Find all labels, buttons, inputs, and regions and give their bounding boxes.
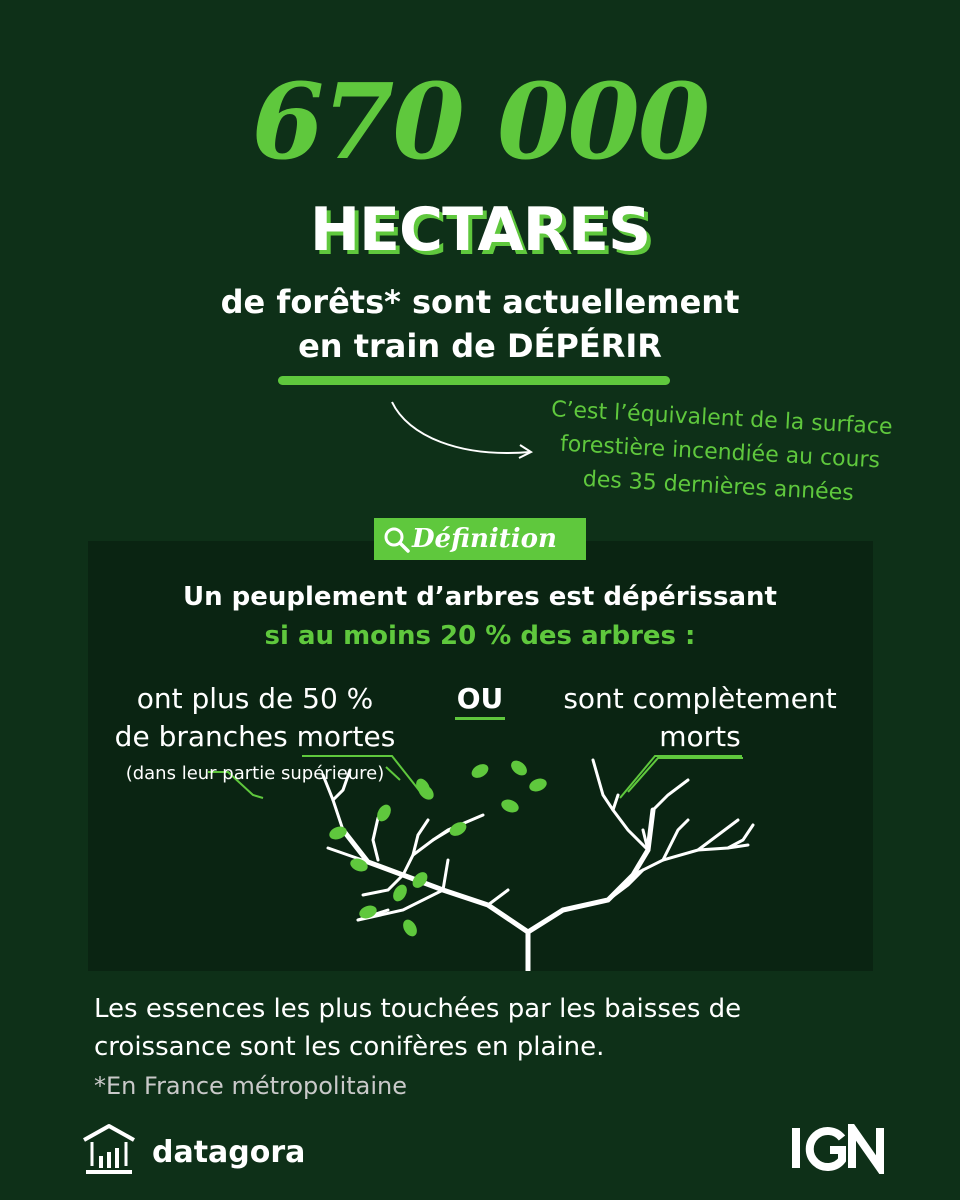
footer-text-line-1: Les essences les plus touchées par les baisses de — [94, 994, 742, 1024]
datagora-brand-label: datagora — [152, 1135, 306, 1170]
side-note — [528, 392, 913, 514]
right-condition-underline — [600, 754, 750, 804]
definition-intro-line-1: Un peuplement d’arbres est dépérissant — [182, 582, 777, 612]
headline-number: 670 000 — [251, 60, 709, 183]
side-note-line-3: des 35 dernières années — [582, 466, 855, 507]
ign-logo — [790, 1124, 890, 1174]
definition-intro-line-2: si au moins 20 % des arbres : — [264, 621, 696, 651]
left-condition — [80, 680, 430, 756]
footnote: *En France métropolitaine — [94, 1072, 408, 1100]
curved-arrow-icon — [380, 396, 540, 468]
left-condition-line-2: de branches mortes — [114, 720, 396, 753]
side-note-line-1: C’est l’équivalent de la surface — [550, 397, 894, 440]
subtitle-line-2: en train de DÉPÉRIR — [298, 327, 662, 365]
right-condition-line-1: sont complètement — [563, 682, 837, 715]
definition-tag — [374, 518, 586, 560]
right-condition-line-2: morts — [659, 720, 741, 753]
subtitle-line-1: de forêts* sont actuellement — [220, 283, 740, 321]
footer-text — [94, 990, 894, 1066]
subtitle-underline — [278, 376, 670, 385]
headline-unit: HECTARES — [309, 195, 651, 265]
definition-tag-label: Définition — [412, 524, 557, 554]
magnifier-icon — [383, 526, 411, 554]
datagora-logo-icon — [82, 1122, 136, 1178]
side-note-line-2: forestière incendiée au cours — [559, 431, 881, 474]
or-separator: OU — [456, 682, 504, 715]
right-condition — [540, 680, 860, 756]
left-condition-underline — [92, 754, 432, 804]
left-condition-note: (dans leur partie supérieure) — [125, 763, 385, 784]
footer-text-line-2: croissance sont les conifères en plaine. — [94, 1032, 605, 1062]
left-condition-line-1: ont plus de 50 % — [136, 682, 374, 715]
or-underline — [455, 717, 505, 720]
headline-subtitle — [0, 280, 960, 368]
